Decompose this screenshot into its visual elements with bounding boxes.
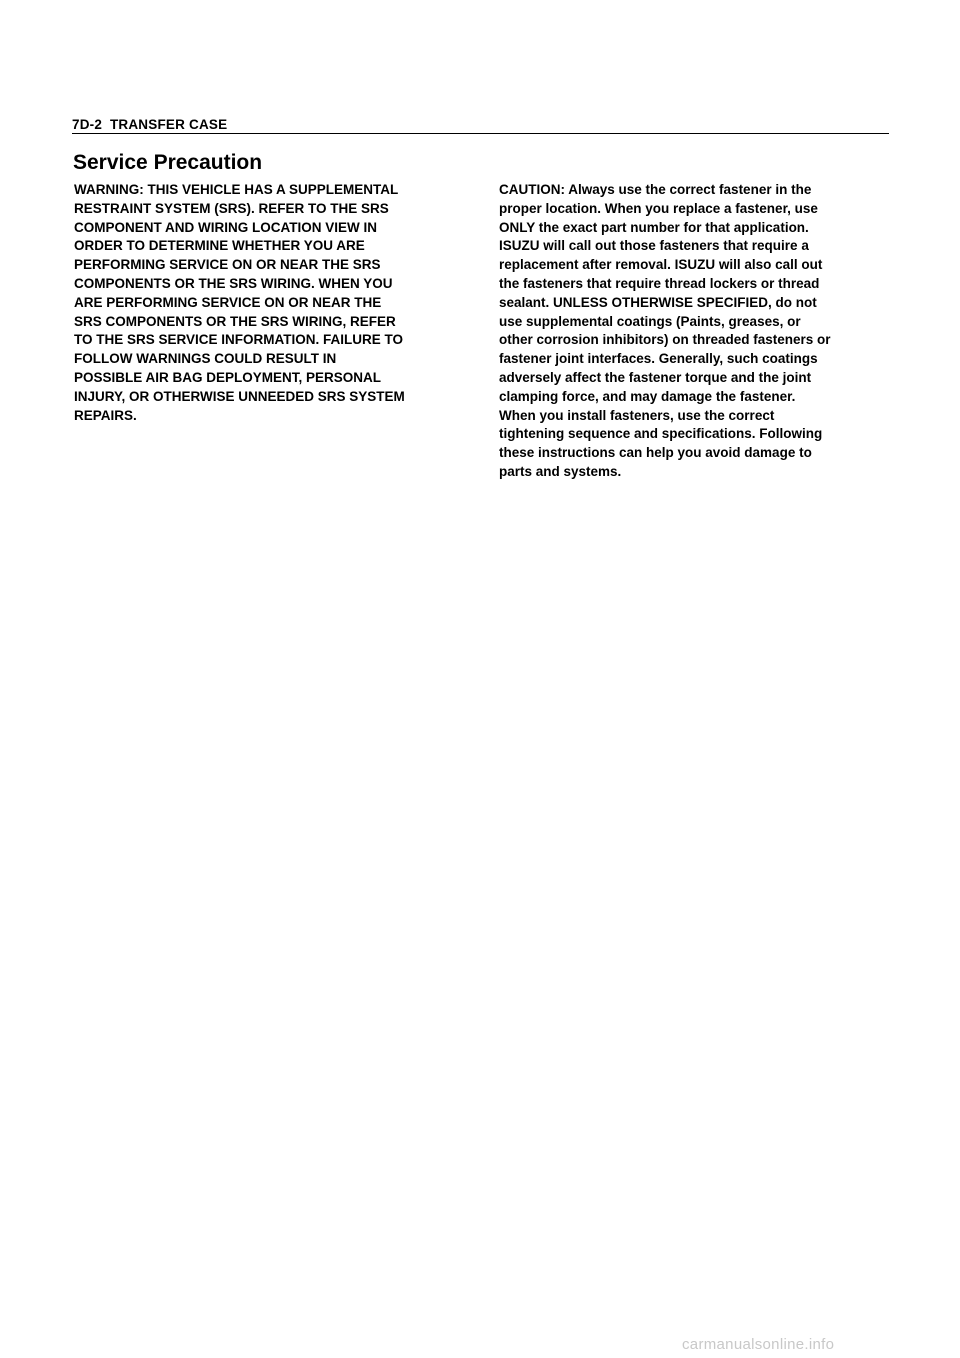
caution-line: ISUZU will call out those fasteners that require a xyxy=(499,238,809,254)
caution-line: clamping force, and may damage the fastener. xyxy=(499,388,796,404)
caution-line: tightening sequence and specifications. Following xyxy=(499,426,823,442)
caution-line: sealant. UNLESS OTHERWISE SPECIFIED, do not xyxy=(499,294,817,310)
caution-line: other corrosion inhibitors) on threaded fasteners or xyxy=(499,332,831,348)
caution-line: parts and systems. xyxy=(499,463,622,479)
caution-line: replacement after removal. ISUZU will also call out xyxy=(499,257,823,273)
caution-line: the fasteners that require thread lockers or thread xyxy=(499,275,820,291)
site-watermark: carmanualsonline.info xyxy=(682,1336,835,1353)
warning-line: COMPONENT AND WIRING LOCATION VIEW IN xyxy=(74,219,377,235)
caution-line: CAUTION: Always use the correct fastener in the xyxy=(499,182,812,197)
caution-line: fastener joint interfaces. Generally, such coatings xyxy=(499,351,818,367)
caution-line: ONLY the exact part number for that application. xyxy=(499,219,809,235)
warning-line: SRS COMPONENTS OR THE SRS WIRING, REFER xyxy=(74,313,396,329)
section-title: Service Precaution xyxy=(73,151,263,174)
caution-line: adversely affect the fastener torque and the joint xyxy=(499,369,812,385)
warning-line: TO THE SRS SERVICE INFORMATION. FAILURE TO xyxy=(74,332,404,348)
caution-paragraph xyxy=(499,181,891,482)
warning-line: WARNING: THIS VEHICLE HAS A SUPPLEMENTAL xyxy=(74,182,399,197)
caution-line: use supplemental coatings (Paints, greases, or xyxy=(499,313,801,329)
caution-line: When you install fasteners, use the correct xyxy=(499,407,775,423)
page-header: 7D-2 TRANSFER CASE xyxy=(72,117,228,132)
warning-paragraph xyxy=(74,181,470,425)
warning-line: PERFORMING SERVICE ON OR NEAR THE SRS xyxy=(74,257,381,273)
warning-line: ARE PERFORMING SERVICE ON OR NEAR THE xyxy=(74,294,382,310)
warning-line: POSSIBLE AIR BAG DEPLOYMENT, PERSONAL xyxy=(74,369,382,385)
warning-line: RESTRAINT SYSTEM (SRS). REFER TO THE SRS xyxy=(74,200,389,216)
warning-line: ORDER TO DETERMINE WHETHER YOU ARE xyxy=(74,238,365,254)
caution-line: proper location. When you replace a fastener, use xyxy=(499,200,818,216)
warning-line: COMPONENTS OR THE SRS WIRING. WHEN YOU xyxy=(74,275,393,291)
header-divider xyxy=(72,133,889,134)
warning-line: INJURY, OR OTHERWISE UNNEEDED SRS SYSTEM xyxy=(74,388,405,404)
warning-line: REPAIRS. xyxy=(74,407,137,423)
warning-line: FOLLOW WARNINGS COULD RESULT IN xyxy=(74,351,337,367)
caution-line: these instructions can help you avoid damage to xyxy=(499,445,812,461)
